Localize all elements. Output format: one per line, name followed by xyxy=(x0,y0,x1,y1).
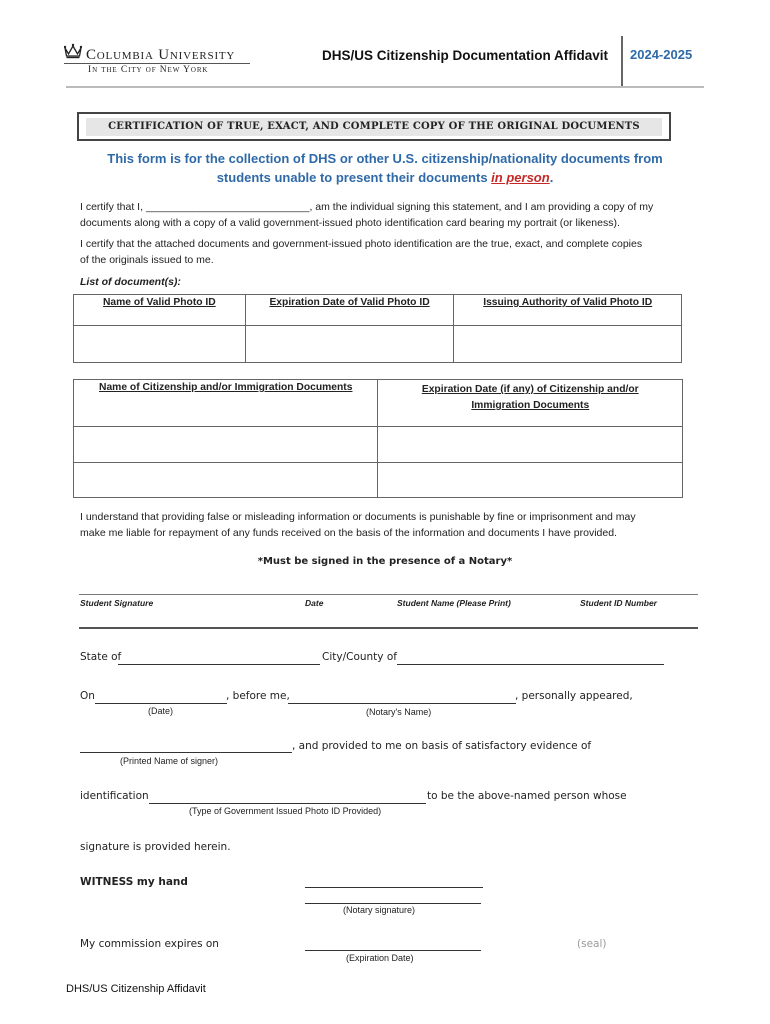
photo-id-issuer-cell[interactable] xyxy=(454,326,682,363)
notary-signature-line-1[interactable] xyxy=(305,887,483,888)
table-header-row xyxy=(74,295,682,326)
certification-box xyxy=(77,112,671,141)
above-named-person-label: to be the above-named person whose xyxy=(427,790,627,802)
form-title: DHS/US Citizenship Documentation Affidavit xyxy=(322,48,609,63)
satisfactory-evidence-label: , and provided to me on basis of satisfactory evidence of xyxy=(292,740,592,752)
identification-label: identification xyxy=(80,790,149,802)
citizenship-document-name-cell[interactable] xyxy=(74,463,378,498)
certify-statement-2-line-2: of the originals issued to me. xyxy=(80,254,214,266)
notary-name-caption: (Notary's Name) xyxy=(366,707,432,717)
personally-appeared-label: , personally appeared, xyxy=(515,690,633,702)
university-logo-city: In the City of New York xyxy=(88,65,209,75)
notary-name-field-line[interactable] xyxy=(288,703,516,704)
certify-statement-2-line-1: I certify that the attached documents and government-issued photo identification are the true, exact, and complete copies xyxy=(80,238,643,250)
city-county-field-line[interactable] xyxy=(397,664,664,665)
city-county-label: City/County of xyxy=(322,651,397,663)
certify-statement-1 xyxy=(80,199,692,231)
printed-name-field-line[interactable] xyxy=(80,752,292,753)
student-signature-label: Student Signature xyxy=(80,598,154,608)
certify-statement-1-line-2: documents along with a copy of a valid government-issued photo identification card bearing my portrait (or likeness). xyxy=(80,217,620,229)
photo-id-table xyxy=(73,294,682,363)
logo-divider xyxy=(64,63,250,64)
crown-icon xyxy=(64,43,82,59)
certify-statement-1-line-1: I certify that I, ____________________________, am the individual signing this statement, and I am providing a copy of my xyxy=(80,201,654,213)
printed-name-caption: (Printed Name of signer) xyxy=(120,756,219,766)
table-header-cell: Issuing Authority of Valid Photo ID xyxy=(454,295,682,326)
intro-text xyxy=(70,149,700,187)
seal-label: (seal) xyxy=(577,938,607,950)
table-header-cell: Expiration Date (if any) of Citizenship and/or Immigration Documents xyxy=(378,380,683,427)
certify-statement-2 xyxy=(80,236,692,268)
witness-label: WITNESS my hand xyxy=(80,876,188,888)
table-header-row xyxy=(74,380,683,427)
university-logo-name: Columbia University xyxy=(86,47,236,63)
table-row xyxy=(74,463,683,498)
notary-signature-line-2[interactable] xyxy=(305,903,481,904)
date-label: Date xyxy=(305,598,324,608)
citizenship-documents-table xyxy=(73,379,683,498)
citizenship-document-name-cell[interactable] xyxy=(74,427,378,463)
intro-line-1: This form is for the collection of DHS or other U.S. citizenship/nationality documents from xyxy=(107,151,663,166)
intro-line-2-suffix: . xyxy=(549,170,554,185)
header-divider xyxy=(621,36,623,86)
header-rule xyxy=(66,86,704,88)
before-me-label: , before me, xyxy=(226,690,290,702)
expiration-date-caption: (Expiration Date) xyxy=(346,953,414,963)
on-label: On xyxy=(80,690,95,702)
photo-id-type-field-line[interactable] xyxy=(149,803,426,804)
signature-block-divider xyxy=(79,627,698,629)
date-caption: (Date) xyxy=(148,706,174,716)
certification-heading: CERTIFICATION OF TRUE, EXACT, AND COMPLETE COPY OF THE ORIGINAL DOCUMENTS xyxy=(86,118,662,136)
table-header-cell: Expiration Date of Valid Photo ID xyxy=(245,295,454,326)
citizenship-document-expiration-cell[interactable] xyxy=(378,427,683,463)
penalty-statement-line-2: make me liable for repayment of any funds received on the basis of the information and documents I have provided. xyxy=(80,527,617,539)
list-of-documents-label: List of document(s): xyxy=(80,276,181,288)
photo-id-expiration-cell[interactable] xyxy=(245,326,454,363)
penalty-statement-line-1: I understand that providing false or misleading information or documents is punishable by fine or imprisonment and may xyxy=(80,511,636,523)
table-row xyxy=(74,326,682,363)
signature-line[interactable] xyxy=(79,594,698,595)
footer-text: DHS/US Citizenship Affidavit xyxy=(66,983,206,995)
student-id-label: Student ID Number xyxy=(580,598,657,608)
academic-year: 2024-2025 xyxy=(630,47,693,62)
table-header-cell: Name of Citizenship and/or Immigration Documents xyxy=(74,380,378,427)
photo-id-type-caption: (Type of Government Issued Photo ID Provided) xyxy=(189,806,382,816)
student-name-label: Student Name (Please Print) xyxy=(397,598,511,608)
photo-id-name-cell[interactable] xyxy=(74,326,246,363)
expiration-date-field-line[interactable] xyxy=(305,950,481,951)
in-person-emphasis: in person xyxy=(491,170,550,185)
penalty-statement xyxy=(80,509,692,541)
intro-line-2 xyxy=(70,168,700,187)
commission-expires-label: My commission expires on xyxy=(80,938,219,950)
table-row xyxy=(74,427,683,463)
state-field-line[interactable] xyxy=(118,664,320,665)
citizenship-document-expiration-cell[interactable] xyxy=(378,463,683,498)
table-header-cell: Name of Valid Photo ID xyxy=(74,295,246,326)
state-of-label: State of xyxy=(80,651,122,663)
intro-line-2-prefix: students unable to present their documents xyxy=(216,170,492,185)
date-field-line[interactable] xyxy=(95,703,227,704)
signature-provided-text: signature is provided herein. xyxy=(80,841,231,853)
notary-notice: *Must be signed in the presence of a Notary* xyxy=(257,556,513,567)
notary-signature-caption: (Notary signature) xyxy=(343,905,416,915)
